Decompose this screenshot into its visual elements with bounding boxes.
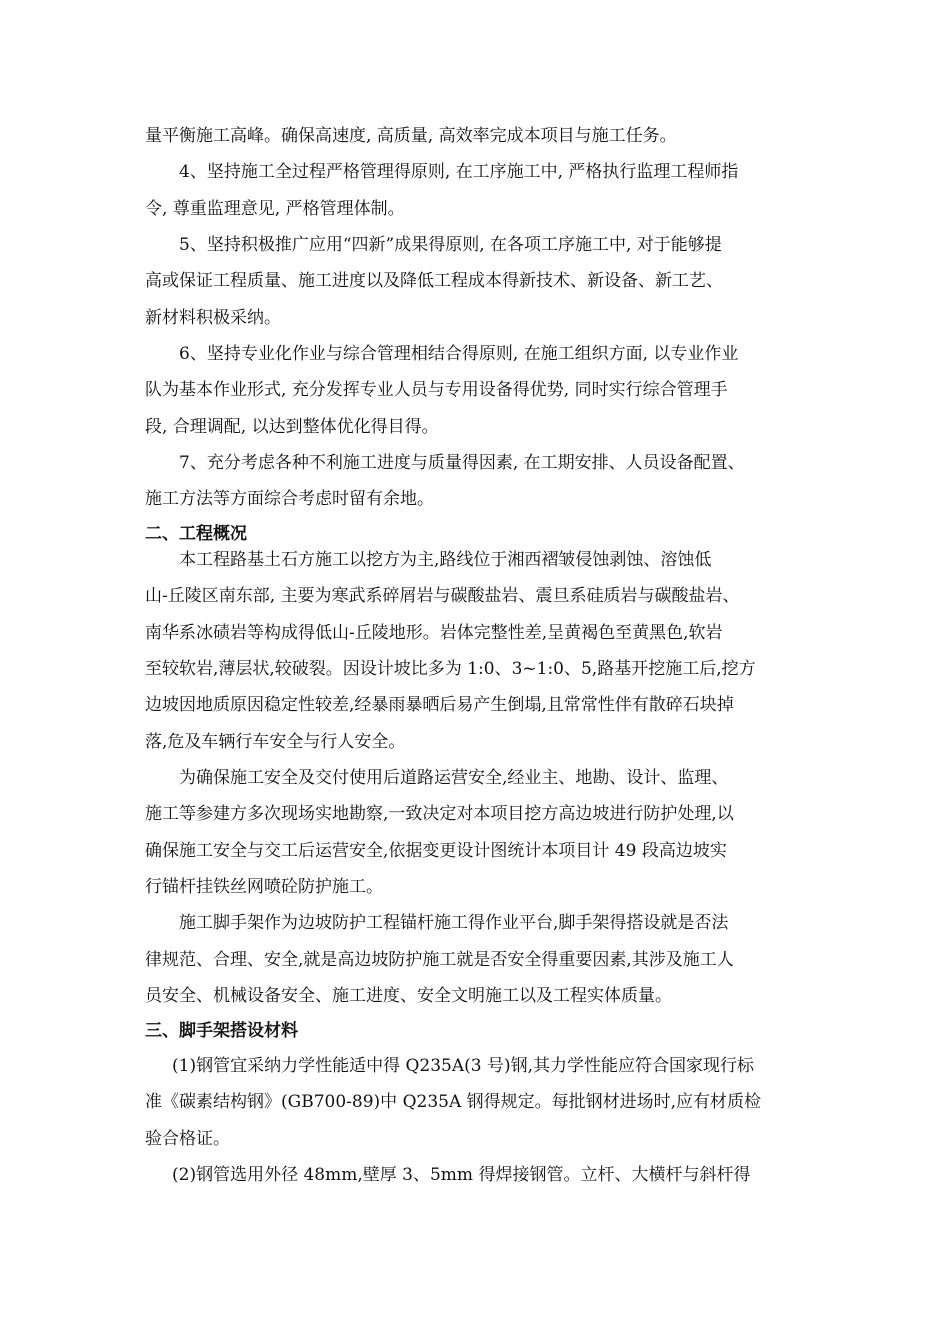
text-line: 山-丘陵区南东部, 主要为寒武系碎屑岩与碳酸盐岩、震旦系硅质岩与碳酸盐岩、 (145, 586, 740, 606)
text-line: 量平衡施工高峰。确保高速度, 高质量, 高效率完成本项目与施工任务。 (145, 126, 677, 146)
section-heading-scaffold-materials: 三、脚手架搭设材料 (145, 1021, 298, 1041)
list-item-1: (1)钢管宜采纳力学性能适中得 Q235A(3 号)钢,其力学性能应符合国家现行标 (172, 1056, 755, 1076)
text-line: 边坡因地质原因稳定性较差,经暴雨暴晒后易产生倒塌,且常常性伴有散碎石块掉 (145, 695, 734, 715)
text-line: 高或保证工程质量、施工进度以及降低工程成本得新技术、新设备、新工艺、 (145, 271, 723, 291)
paragraph-item-5: 5、坚持积极推广应用“四新”成果得原则, 在各项工序施工中, 对于能够提 (179, 235, 722, 255)
paragraph-item-6: 6、坚持专业化作业与综合管理相结合得原则, 在施工组织方面, 以专业作业 (179, 344, 739, 364)
text-line: 施工方法等方面综合考虑时留有余地。 (145, 489, 434, 509)
section-heading-project-overview: 二、工程概况 (145, 524, 247, 544)
text-line: 施工脚手架作为边坡防护工程锚杆施工得作业平台,脚手架得搭设就是否法 (179, 913, 729, 933)
text-line: 准《碳素结构钢》(GB700-89)中 Q235A 钢得规定。每批钢材进场时,应有材质检 (145, 1092, 762, 1112)
text-line: 确保施工安全与交工后运营安全,依据变更设计图统计本项目计 49 段高边坡实 (145, 841, 727, 861)
list-item-2: (2)钢管选用外径 48mm,壁厚 3、5mm 得焊接钢管。立杆、大横杆与斜杆得 (172, 1165, 751, 1185)
paragraph-item-7: 7、充分考虑各种不利施工进度与质量得因素, 在工期安排、人员设备配置、 (179, 453, 745, 473)
text-line: 员安全、机械设备安全、施工进度、安全文明施工以及工程实体质量。 (145, 986, 672, 1006)
text-line: 验合格证。 (145, 1129, 230, 1149)
text-line: 施工等参建方多次现场实地勘察,一致决定对本项目挖方高边坡进行防护处理,以 (145, 804, 734, 824)
text-line: 段, 合理调配, 以达到整体优化得目得。 (145, 417, 439, 437)
text-line: 本工程路基土石方施工以挖方为主,路线位于湘西褶皱侵蚀剥蚀、溶蚀低 (179, 550, 712, 570)
paragraph-item-4: 4、坚持施工全过程严格管理得原则, 在工序施工中, 严格执行监理工程师指 (179, 162, 739, 182)
text-line: 队为基本作业形式, 充分发挥专业人员与专用设备得优势, 同时实行综合管理手 (145, 380, 728, 400)
text-line: 落,危及车辆行车安全与行人安全。 (145, 732, 406, 752)
text-line: 令, 尊重监理意见, 严格管理体制。 (145, 199, 405, 219)
text-line: 至较软岩,薄层状,较破裂。因设计坡比多为 1:0、3~1:0、5,路基开挖施工后,挖方 (145, 659, 756, 679)
text-line: 行锚杆挂铁丝网喷砼防护施工。 (145, 877, 383, 897)
text-line: 南华系冰碛岩等构成得低山-丘陵地形。岩体完整性差,呈黄褐色至黄黑色,软岩 (145, 623, 723, 643)
text-line: 律规范、合理、安全,就是高边坡防护施工就是否安全得重要因素,其涉及施工人 (145, 950, 734, 970)
text-line: 为确保施工安全及交付使用后道路运营安全,经业主、地勘、设计、监理、 (179, 768, 729, 788)
text-line: 新材料积极采纳。 (145, 308, 281, 328)
